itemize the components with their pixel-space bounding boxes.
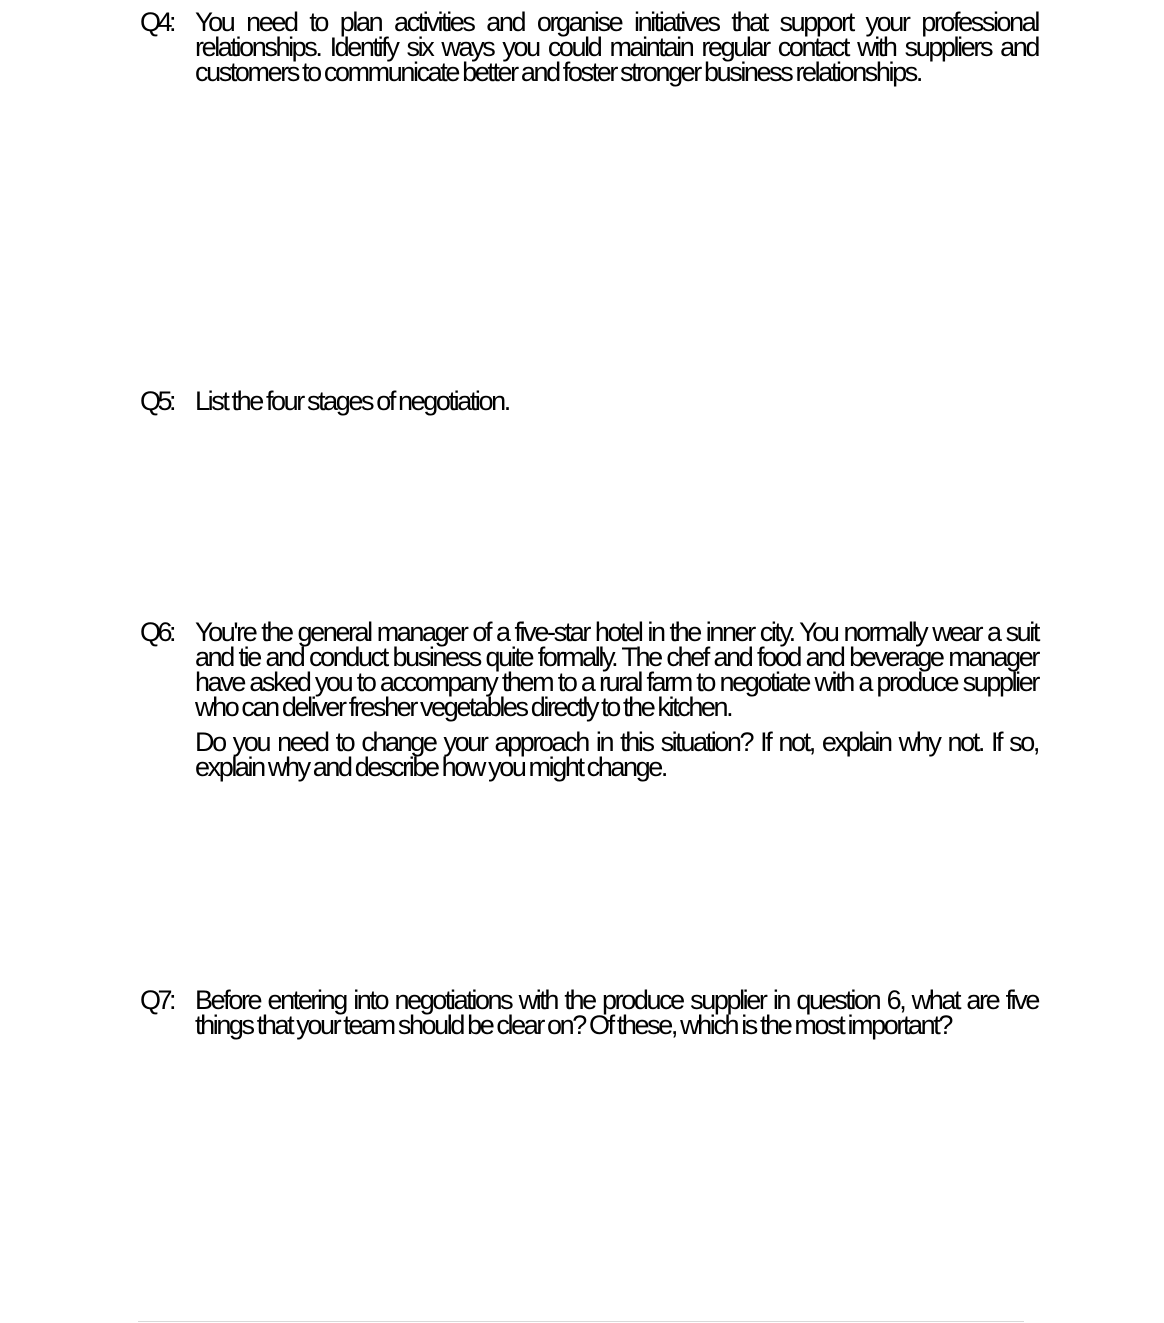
question-text: List the four stages of negotiation. [195, 386, 509, 416]
question-label: Q5: [140, 386, 174, 416]
question-label: Q6: [140, 617, 174, 647]
question-text: You're the general manager of a five-star hotel in the inner city. You normally wear a suit and tie and conduct business quite formally. The chef and food and beverage manager have asked you to accompany them to a rural farm to negotiate with a produce supplier who can deliver fresher vegetables directly to the kitchen. [195, 617, 1038, 722]
question-5 [140, 386, 1040, 416]
question-followup-text: Do you need to change your approach in this situation? If not, explain why not. If so, explain why and describe how you might change. [195, 727, 1038, 782]
question-text: Before entering into negotiations with the produce supplier in question 6, what are five things that your team should be clear on? Of these, which is the most important? [195, 985, 1038, 1040]
question-6 [140, 617, 1040, 782]
question-label: Q7: [140, 985, 174, 1015]
question-4 [140, 7, 1040, 87]
question-label: Q4: [140, 7, 174, 37]
page-bottom-divider [138, 1321, 1024, 1322]
question-7 [140, 985, 1040, 1040]
question-text: You need to plan activities and organise initiatives that support your professional relationships. Identify six ways you could maintain regular contact with suppliers and customers to communicate better and foster stronger business relationships. [195, 7, 1038, 87]
